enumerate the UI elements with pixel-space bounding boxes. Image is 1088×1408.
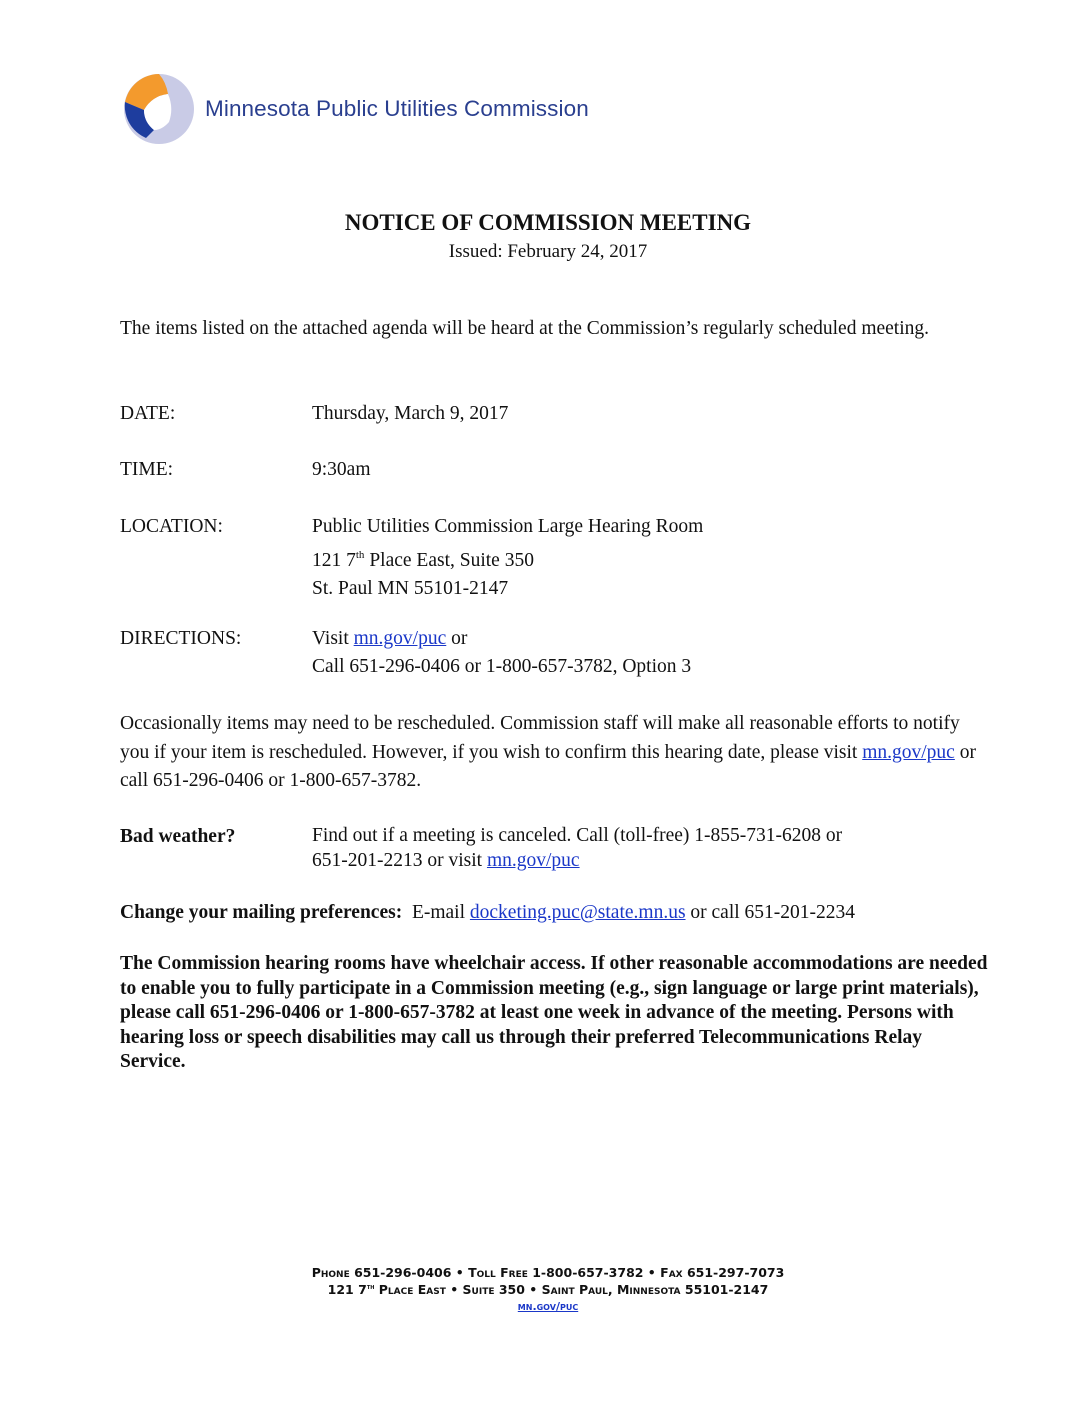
weather-value xyxy=(312,823,842,873)
location-superscript: th xyxy=(355,549,365,561)
footer-link[interactable]: mn.gov/puc xyxy=(517,1300,579,1313)
weather-link[interactable]: mn.gov/puc xyxy=(486,850,580,871)
reschedule-text-end: or call 651-296-0406 or 1-800-657-3782. xyxy=(120,741,976,791)
directions-label: DIRECTIONS: xyxy=(120,628,242,649)
directions-or-text: or xyxy=(446,628,468,649)
location-label: LOCATION: xyxy=(120,516,223,537)
directions-call: Call 651-296-0406 or 1-800-657-3782, Option 3 xyxy=(312,656,692,677)
footer-superscript: th xyxy=(366,1283,375,1291)
location-line2 xyxy=(312,541,703,575)
footer-address-number: 121 7 xyxy=(327,1282,367,1297)
time-label: TIME: xyxy=(120,459,174,480)
reschedule-link[interactable]: mn.gov/puc xyxy=(862,741,955,763)
time-value: 9:30am xyxy=(312,459,371,480)
date-value: Thursday, March 9, 2017 xyxy=(312,403,509,424)
footer-contact: Phone 651-296-0406 • Toll Free 1-800-657-3782 • Fax 651-297-7073 xyxy=(311,1265,785,1280)
location-street: Place East, Suite 350 xyxy=(364,550,534,571)
footer-address xyxy=(0,1282,1088,1297)
page-title: NOTICE OF COMMISSION MEETING xyxy=(344,210,752,235)
footer-link-wrap xyxy=(0,1300,1088,1313)
footer-address-street: Place East • Suite 350 • Saint Paul, Minnesota 55101-2147 xyxy=(374,1282,769,1297)
reschedule-paragraph xyxy=(120,710,980,796)
intro-paragraph: The items listed on the attached agenda will be heard at the Commission’s regularly scheduled meeting. xyxy=(120,318,930,339)
reschedule-text: Occasionally items may need to be rescheduled. Commission staff will make all reasonable efforts to notify you if your item is rescheduled. However, if you wish to confirm this hearing date, please visit xyxy=(120,713,960,763)
location-street-number: 121 7 xyxy=(312,550,356,571)
logo-text: Minnesota Public Utilities Commission xyxy=(205,96,589,121)
weather-line2: 651-201-2213 or visit xyxy=(312,850,487,871)
weather-label: Bad weather? xyxy=(120,826,236,847)
date-label: DATE: xyxy=(120,403,176,424)
directions-value xyxy=(312,625,691,681)
weather-line1: Find out if a meeting is canceled. Call (toll-free) 1-855-731-6208 or xyxy=(312,825,843,846)
directions-visit-text: Visit xyxy=(312,628,354,649)
mailing-call: or call 651-201-2234 xyxy=(685,902,856,923)
directions-link[interactable]: mn.gov/puc xyxy=(353,628,447,649)
location-line3: St. Paul MN 55101-2147 xyxy=(312,578,509,599)
email-link[interactable]: docketing.puc@state.mn.us xyxy=(469,902,686,923)
accessibility-notice: The Commission hearing rooms have wheelchair access. If other reasonable accommodations are needed to enable you to fully participate in a Commission meeting (e.g., sign language or large print materials), please call 651-296-0406 or 1-800-657-3782 at least one week in advance of the meeting. Persons with hearing loss or speech disabilities may call us through their preferred Telecommunications Relay Service. xyxy=(120,953,988,1072)
mailing-label: Change your mailing preferences: xyxy=(120,902,403,923)
issued-date: Issued: February 24, 2017 xyxy=(448,241,648,262)
mailing-text: E-mail xyxy=(402,902,470,923)
logo xyxy=(122,72,589,146)
mpuc-circle-logo-icon xyxy=(122,72,196,146)
mailing-preferences xyxy=(120,899,855,927)
location-value xyxy=(312,513,703,603)
location-line1: Public Utilities Commission Large Hearing Room xyxy=(312,516,704,537)
